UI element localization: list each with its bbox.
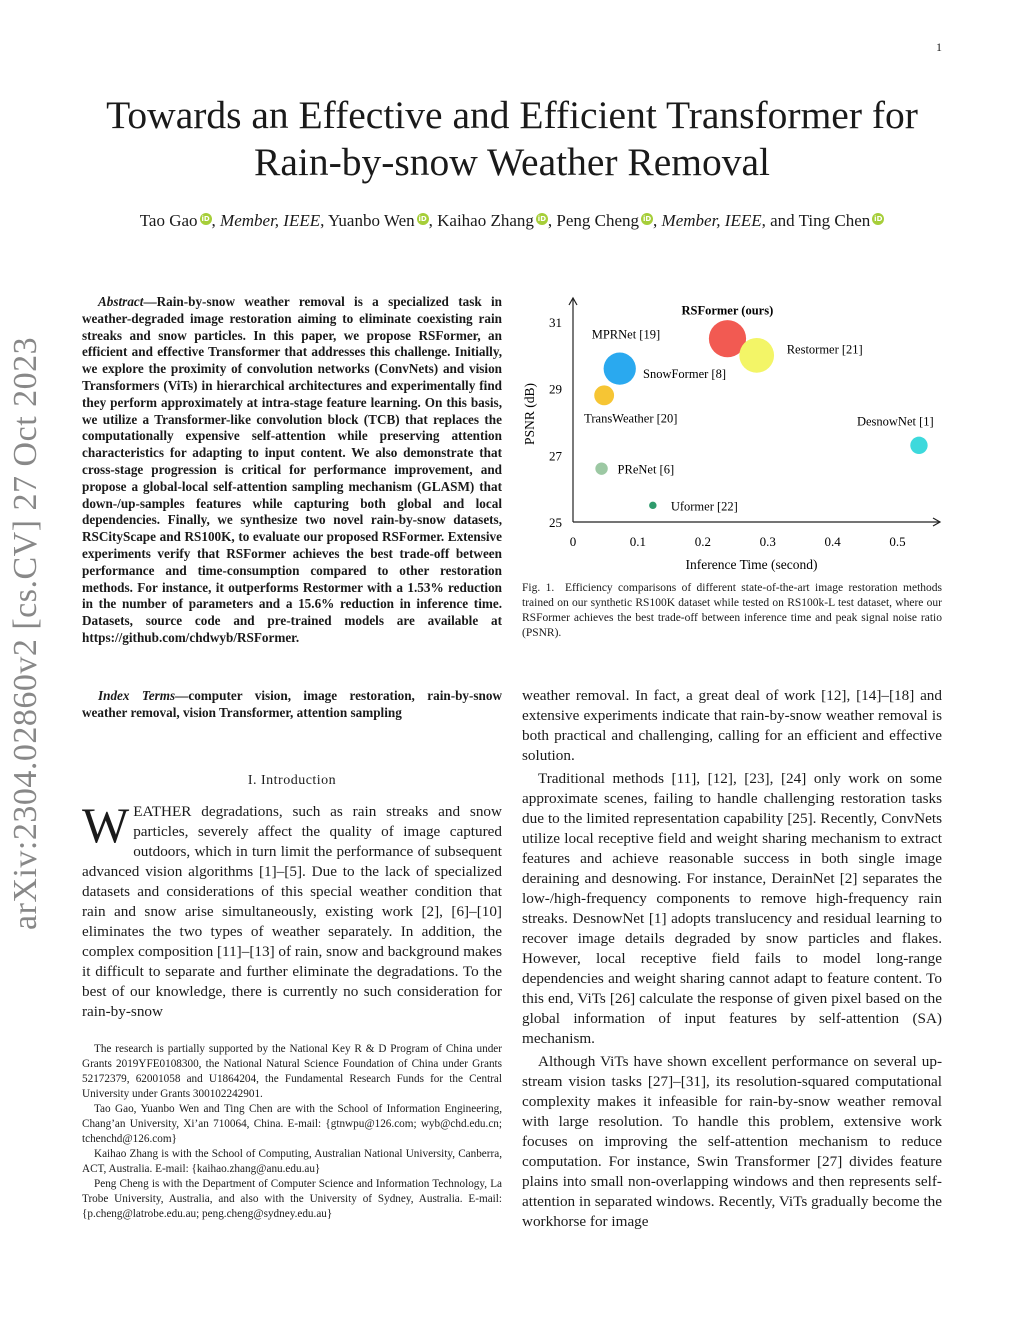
efficiency-scatter-chart: [520, 288, 950, 578]
y-tick-label: 27: [549, 448, 562, 464]
author-name: Kaihao Zhang: [437, 211, 534, 230]
data-label: RSFormer (ours): [681, 303, 774, 318]
introduction-paragraph: [82, 797, 502, 1022]
page-number: 1: [936, 40, 942, 54]
data-label: Restormer [21]: [786, 342, 863, 357]
author-name: Peng Cheng: [556, 211, 640, 230]
index-terms-text: —computer vision, image restoration, rain-by-snow weather removal, vision Transformer, attention sampling: [82, 688, 503, 720]
data-point: [649, 502, 656, 509]
author-membership: Member, IEEE: [661, 211, 762, 230]
paragraph: weather removal. In fact, a great deal of work [12], [14]–[18] and extensive experiments indicate that rain-by-snow weather removal is both practical and challenging, calling for an efficient and effective solution.: [522, 687, 942, 764]
data-label: DesnowNet [1]: [856, 414, 934, 429]
intro-text: EATHER degradations, such as rain streaks and snow particles, severely affect the quality of image captured outdoors, which in turn limit the performance of subsequent advanced vision algorithms [1]–[5]. Due to the lack of specialized datasets and considerations of this special weather condition that rain and snow arise simultaneously, existing work [2], [6]–[10] eliminates the two types of weather separately. In addition, the complex composition [11]–[13] of rain, snow and background makes it difficult to separate and further eliminate the degradations. To the best of our knowledge, there is currently no such consideration for rain-by-snow: [82, 803, 502, 1020]
figure-label: Fig. 1.: [522, 582, 555, 594]
data-label: SnowFormer [8]: [643, 367, 726, 381]
footnote-affiliation: Kaihao Zhang is with the School of Computing, Australian National University, Canberra, ACT, Australia. E-mail: {kaihao.zhang@anu.edu.au}: [82, 1148, 502, 1175]
data-label: PReNet [6]: [617, 462, 675, 477]
drop-cap: W: [82, 797, 130, 853]
footnotes: [82, 1042, 502, 1222]
data-point: [604, 353, 636, 385]
footnote-affiliation: Peng Cheng is with the Department of Computer Science and Information Technology, La Trobe University, Australia, and also with the University of Sydney, Australia. E-mail: {p.cheng@latrobe.edu.au; peng.cheng@sydney.edu.au}: [82, 1178, 502, 1220]
paper-title: [40, 92, 984, 186]
x-tick-label: 0.2: [694, 534, 711, 549]
index-terms-label: Index Terms: [98, 688, 176, 703]
x-axis-label: Inference Time (second): [685, 557, 818, 572]
author-membership: Member, IEEE: [220, 211, 321, 230]
index-terms: [82, 688, 502, 722]
author-conjunction: and: [770, 211, 795, 230]
abstract-label: Abstract: [98, 294, 144, 309]
x-tick-label: 0.4: [824, 534, 841, 549]
orcid-icon[interactable]: iD: [642, 215, 652, 223]
figure-caption-text: Efficiency comparisons of different state-of-the-art image restoration methods trained on our synthetic RS100K dataset while tested on RS100k-L test dataset, where our RSFormer achieves the best trade-off between inference time and peak signal noise ratio (PSNR).: [522, 582, 943, 639]
data-label: MPRNet [19]: [591, 327, 661, 342]
y-tick-label: 25: [549, 515, 562, 530]
paragraph: Although ViTs have shown excellent performance on several up-stream vision tasks [27]–[31], its resolution-squared computational complexity makes it infeasible for rain-by-snow weather removal with large resolution. To handle this problem, extensive work focuses on improving the self-attention mechanism to reduce computation. For instance, Swin Transformer [27] divides feature plains into small non-overlapping windows and then represents self-attention in separated windows. Recently, ViTs gradually become the workhorse for image: [522, 1053, 942, 1230]
orcid-icon[interactable]: iD: [201, 215, 210, 223]
title-line-1: Towards an Effective and Efficient Transformer for: [106, 93, 918, 137]
orcid-icon[interactable]: iD: [537, 215, 547, 223]
x-tick-label: 0.5: [889, 534, 906, 549]
data-label: Uformer [22]: [670, 499, 738, 514]
data-label: TransWeather [20]: [584, 411, 678, 426]
data-point: [595, 462, 607, 474]
orcid-icon[interactable]: iD: [418, 215, 427, 223]
data-point: [739, 338, 774, 373]
x-tick-label: 0.1: [629, 534, 647, 549]
author-name: Tao Gao: [139, 211, 198, 230]
author-name: Ting Chen: [798, 211, 871, 230]
y-tick-label: 31: [549, 315, 562, 330]
y-tick-label: 29: [549, 381, 562, 397]
figure-caption: [522, 581, 942, 641]
x-tick-label: 0.3: [759, 534, 776, 549]
y-axis-label: PSNR (dB): [522, 383, 537, 445]
paragraph: Traditional methods [11], [12], [23], [24] only work on some approximate scenes, failing to handle challenging restoration tasks due to the limited representation capability [25]. Recently, ConvNets utilize local receptive field and weight sharing mechanism to extract features and achieve reasonable success in both single image deraining and desnowing. For instance, DerainNet [2] separates the low-/high-frequency components to remove high-frequency rain streaks. DesnowNet [1] adopts translucency and residual learning to recover image details degraded by snow particles and flakes. However, local receptive field fails to model long-range dependencies and weight sharing cannot adapt to feature content. To this end, ViTs [26] calculate the response of given pixel based on the global information of input features by self-attention (SA) mechanism.: [522, 770, 942, 1047]
arxiv-identifier: arXiv:2304.02860v2 [cs.CV] 27 Oct 2023: [7, 336, 44, 930]
orcid-icon[interactable]: iD: [874, 215, 883, 223]
author-name: Yuanbo Wen: [328, 211, 415, 230]
data-point: [910, 437, 927, 454]
x-tick-label: 0: [569, 534, 577, 549]
footnote-funding: The research is partially supported by the National Key R & D Program of China under Grants 2019YFE0108300, the National Natural Science Foundation of China under Grants 52172379, 62001058 and U1864204, the Fundamental Research Funds for the Central University under Grants 300102242901.: [82, 1043, 502, 1100]
section-heading: I. Introduction: [247, 773, 337, 788]
title-line-2: Rain-by-snow Weather Removal: [253, 140, 771, 184]
abstract: [82, 294, 502, 647]
right-column-text: [522, 686, 942, 1235]
footnote-affiliation: Tao Gao, Yuanbo Wen and Ting Chen are with the School of Information Engineering, Chang’an University, Xi’an 710064, China. E-mail: {gtnwpu@126.com; wyb@chd.edu.cn; tchenchd@126.com}: [82, 1103, 502, 1145]
author-list: Tao Gao iD , Member, IEEE, Yuanbo Wen iD , Kaihao Zhang iD , Peng Cheng iD , Member, IEEE, and Ting Chen iD: [139, 211, 883, 230]
data-point: [594, 385, 614, 405]
abstract-text: —Rain-by-snow weather removal is a specialized task in weather-degraded image restoration aiming to eliminate coexisting rain streaks and snow particles. In this paper, we propose RSFormer, an efficient and effective Transformer that addresses this challenge. Initially, we explore the proximity of convolution networks (ConvNets) and vision Transformers (ViTs) in hierarchical architectures and experimentally find they perform approximately at intra-stage feature learning. On this basis, we utilize a Transformer-like convolution block (TCB) that replaces the computationally expensive self-attention while preserving attention characteristics for adapting to input content. We also demonstrate that cross-stage progression is critical for performance improvement, and propose a global-local self-attention sampling mechanism (GLASM) that down-/up-samples features while capturing both global and local dependencies. Finally, we synthesize two novel rain-by-snow datasets, RSCityScape and RS100K, to evaluate our proposed RSFormer. Extensive experiments verify that RSFormer achieves the best trade-off between performance and time-consumption compared to other restoration methods. For instance, it outperforms Restormer with a 1.53% reduction in the number of parameters and a 15.6% reduction in inference time. Datasets, source code and pre-trained models are available at https://github.com/chdwyb/RSFormer.: [82, 294, 502, 645]
